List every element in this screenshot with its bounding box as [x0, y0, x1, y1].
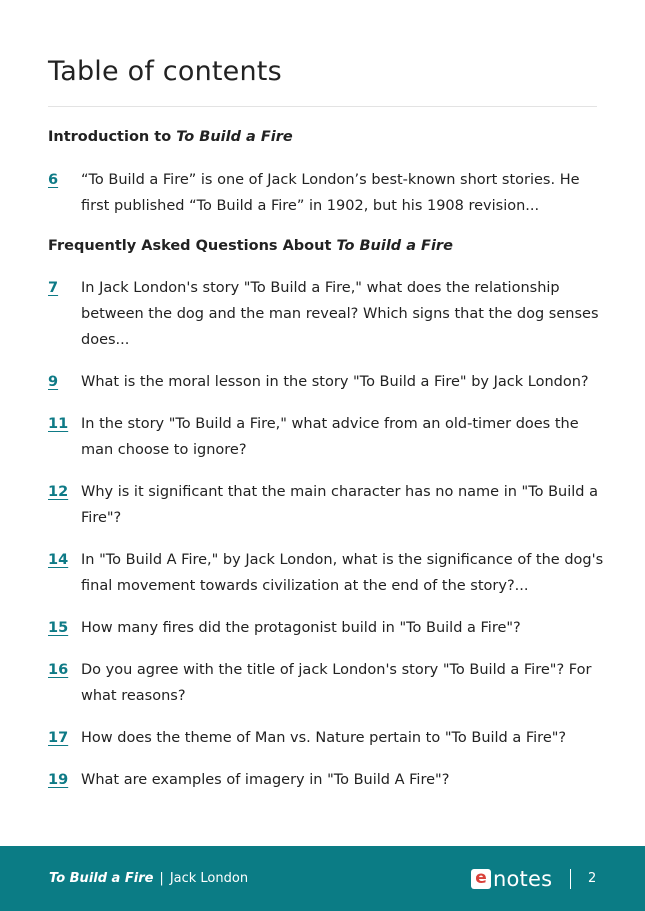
logo-wordmark: notes	[493, 867, 553, 891]
toc-page-link[interactable]: 6	[48, 172, 59, 188]
toc-entry-text: What are examples of imagery in "To Build A Fire"?	[81, 772, 450, 788]
toc-page-link[interactable]: 16	[48, 662, 69, 678]
toc-entry-text: How many fires did the protagonist build in "To Build a Fire"?	[81, 620, 521, 636]
toc-entry-text: In Jack London's story "To Build a Fire," what does the relationship between the dog and the man reveal? Which signs that the dog senses does...	[81, 280, 599, 348]
footer-book-title: To Build a Fire	[49, 871, 154, 886]
toc-page-link[interactable]: 9	[48, 374, 59, 390]
footer-book-info	[49, 871, 248, 886]
toc-entry-text: How does the theme of Man vs. Nature pertain to "To Build a Fire"?	[81, 730, 567, 746]
toc-entry-text: “To Build a Fire” is one of Jack London’s best-known short stories. He first published “To Build a Fire” in 1902, but his 1908 revision...	[81, 172, 580, 214]
title-divider	[48, 106, 597, 107]
page-footer	[0, 846, 645, 911]
toc-page-link[interactable]: 17	[48, 730, 69, 746]
toc-entry-text: Why is it significant that the main character has no name in "To Build a Fire"?	[81, 484, 598, 526]
toc-page-link[interactable]: 12	[48, 484, 69, 500]
toc-page-link[interactable]: 11	[48, 416, 69, 432]
section-heading-faq: Frequently Asked Questions About To Build a Fire	[48, 238, 453, 254]
toc-page-link[interactable]: 7	[48, 280, 59, 296]
logo-e-icon: e	[471, 869, 491, 889]
toc-entry-text: In "To Build A Fire," by Jack London, what is the significance of the dog's final movement towards civilization at the end of the story?...	[81, 552, 604, 594]
toc-page-link[interactable]: 14	[48, 552, 69, 568]
toc-page-link[interactable]: 19	[48, 772, 69, 788]
page-number: 2	[588, 871, 597, 886]
footer-separator: |	[159, 871, 164, 886]
enotes-logo	[471, 868, 552, 890]
toc-page-link[interactable]: 15	[48, 620, 69, 636]
footer-author: Jack London	[169, 871, 249, 886]
toc-entry-text: Do you agree with the title of jack London's story "To Build a Fire"? For what reasons?	[81, 662, 592, 704]
toc-entry-text: In the story "To Build a Fire," what advice from an old-timer does the man choose to ignore?	[81, 416, 579, 458]
footer-divider	[570, 869, 571, 889]
section-heading-introduction: Introduction to To Build a Fire	[48, 129, 293, 145]
page-title: Table of contents	[48, 56, 282, 87]
toc-entry-text: What is the moral lesson in the story "To Build a Fire" by Jack London?	[81, 374, 589, 390]
